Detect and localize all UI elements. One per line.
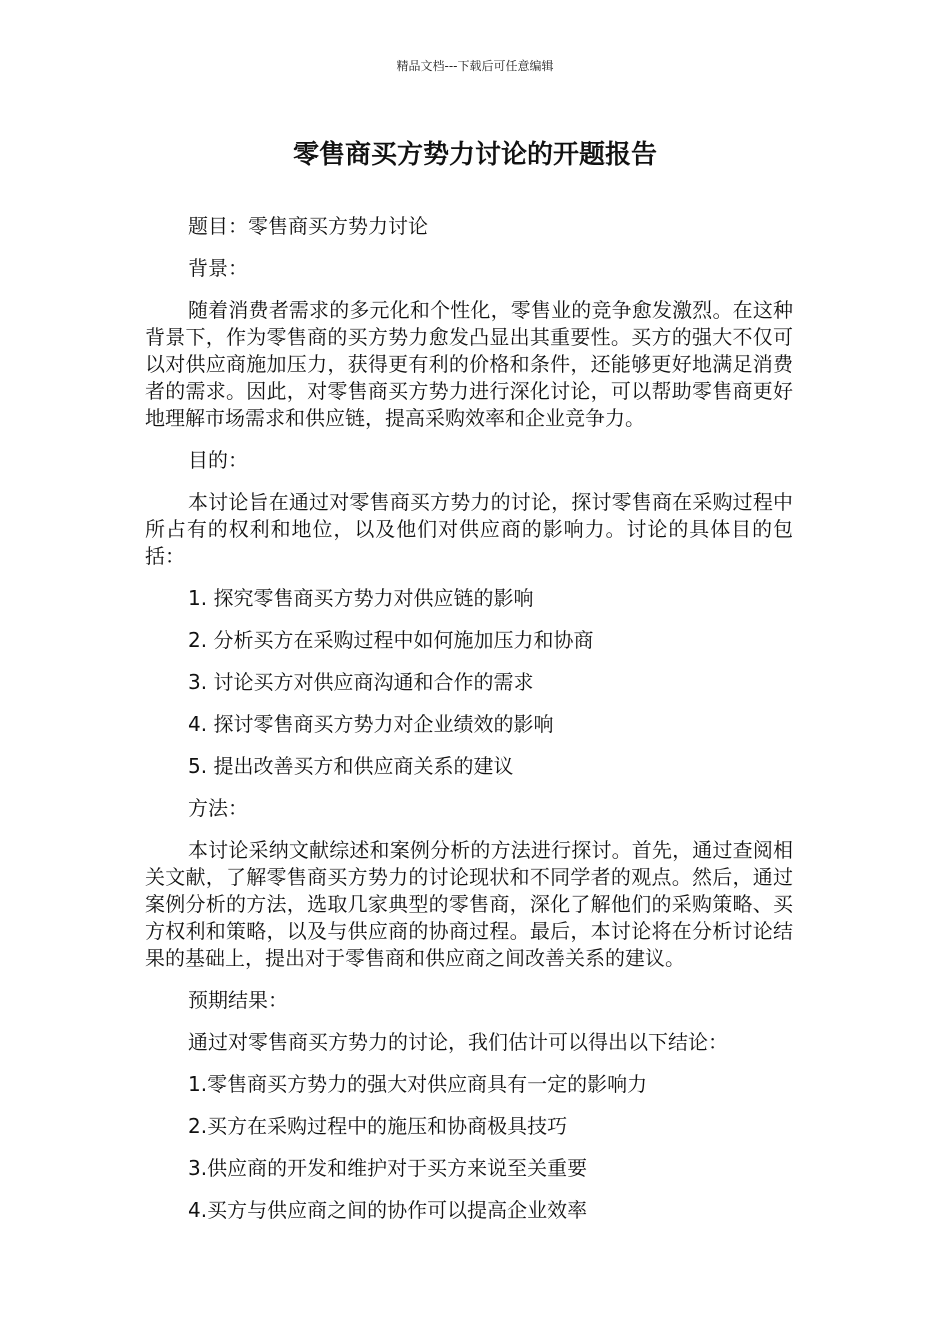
purpose-item: 2. 分析买方在采购过程中如何施加压力和协商: [188, 628, 594, 652]
method-label: 方法：: [188, 796, 248, 820]
result-item: 4.买方与供应商之间的协作可以提高企业效率: [188, 1198, 588, 1222]
topic-line: 题目：零售商买方势力讨论: [188, 214, 428, 238]
purpose-label: 目的：: [188, 448, 248, 472]
method-paragraph: 本讨论采纳文献综述和案例分析的方法进行探讨。首先，通过查阅相关文献，了解零售商买方势力的讨论现状和不同学者的观点。然后，通过案例分析的方法，选取几家典型的零售商，深化了解他们的采购策略、买方权利和策略，以及与供应商的协商过程。最后，本讨论将在分析讨论结果的基础上，提出对于零售商和供应商之间改善关系的建议。: [145, 838, 793, 970]
results-intro: 通过对零售商买方势力的讨论，我们估计可以得出以下结论：: [188, 1030, 728, 1054]
purpose-item: 4. 探讨零售商买方势力对企业绩效的影响: [188, 712, 554, 736]
results-label: 预期结果：: [188, 988, 288, 1012]
purpose-item: 3. 讨论买方对供应商沟通和合作的需求: [188, 670, 534, 694]
document-title: 零售商买方势力讨论的开题报告: [292, 140, 657, 170]
purpose-item: 5. 提出改善买方和供应商关系的建议: [188, 754, 514, 778]
result-item: 2.买方在采购过程中的施压和协商极具技巧: [188, 1114, 568, 1138]
document-body: [145, 213, 793, 1239]
purpose-paragraph: 本讨论旨在通过对零售商买方势力的讨论，探讨零售商在采购过程中所占有的权利和地位，以及他们对供应商的影响力。讨论的具体目的包括：: [145, 490, 793, 568]
result-item: 3.供应商的开发和维护对于买方来说至关重要: [188, 1156, 588, 1180]
purpose-item: 1. 探究零售商买方势力对供应链的影响: [188, 586, 534, 610]
result-item: 1.零售商买方势力的强大对供应商具有一定的影响力: [188, 1072, 648, 1096]
header-note: 精品文档---下载后可任意编辑: [396, 59, 554, 73]
background-label: 背景：: [188, 256, 248, 280]
background-paragraph: 随着消费者需求的多元化和个性化，零售业的竞争愈发激烈。在这种背景下，作为零售商的买方势力愈发凸显出其重要性。买方的强大不仅可以对供应商施加压力，获得更有利的价格和条件，还能够更好地满足消费者的需求。因此，对零售商买方势力进行深化讨论，可以帮助零售商更好地理解市场需求和供应链，提高采购效率和企业竞争力。: [145, 298, 793, 430]
